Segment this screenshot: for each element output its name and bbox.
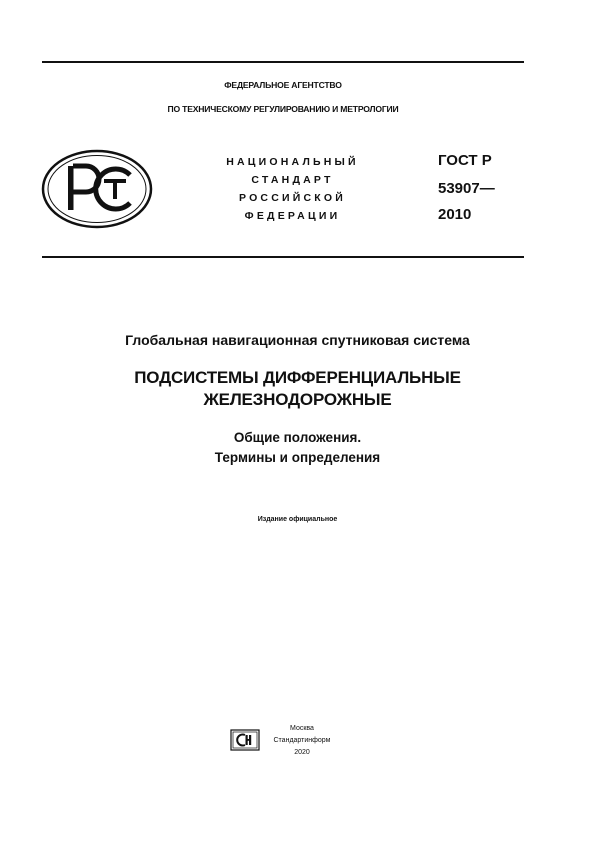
designation-line-2: 53907— <box>438 180 495 197</box>
main-title-line-2: ЖЕЛЕЗНОДОРОЖНЫЕ <box>203 390 392 409</box>
designation-line-1: ГОСТ Р <box>438 152 492 169</box>
standard-type-line-1: НАЦИОНАЛЬНЫЙ <box>226 156 359 168</box>
main-title-line-1: ПОДСИСТЕМЫ ДИФФЕРЕНЦИАЛЬНЫЕ <box>134 368 461 387</box>
publisher-city: Москва <box>290 725 314 732</box>
system-title: Глобальная навигационная спутниковая система <box>125 332 470 348</box>
publisher-name: Стандартинформ <box>273 737 331 744</box>
edition-note: Издание официальное <box>257 516 338 523</box>
publisher-year: 2020 <box>294 749 310 756</box>
subtitle-line-1: Общие положения. <box>233 430 362 445</box>
agency-line-2: ПО ТЕХНИЧЕСКОМУ РЕГУЛИРОВАНИЮ И МЕТРОЛОГИИ <box>167 104 399 114</box>
rst-certification-mark-icon <box>40 148 154 230</box>
standartinform-logo-icon <box>230 729 260 751</box>
standard-type-line-2: СТАНДАРТ <box>251 174 334 186</box>
designation-line-3: 2010 <box>438 206 472 223</box>
subtitle-line-2: Термины и определения <box>214 450 381 465</box>
standard-type-line-3: РОССИЙСКОЙ <box>239 192 346 204</box>
agency-line-1: ФЕДЕРАЛЬНОЕ АГЕНТСТВО <box>224 80 342 90</box>
middle-rule <box>42 256 524 258</box>
top-rule <box>42 61 524 63</box>
standard-type-line-4: ФЕДЕРАЦИИ <box>244 210 341 222</box>
